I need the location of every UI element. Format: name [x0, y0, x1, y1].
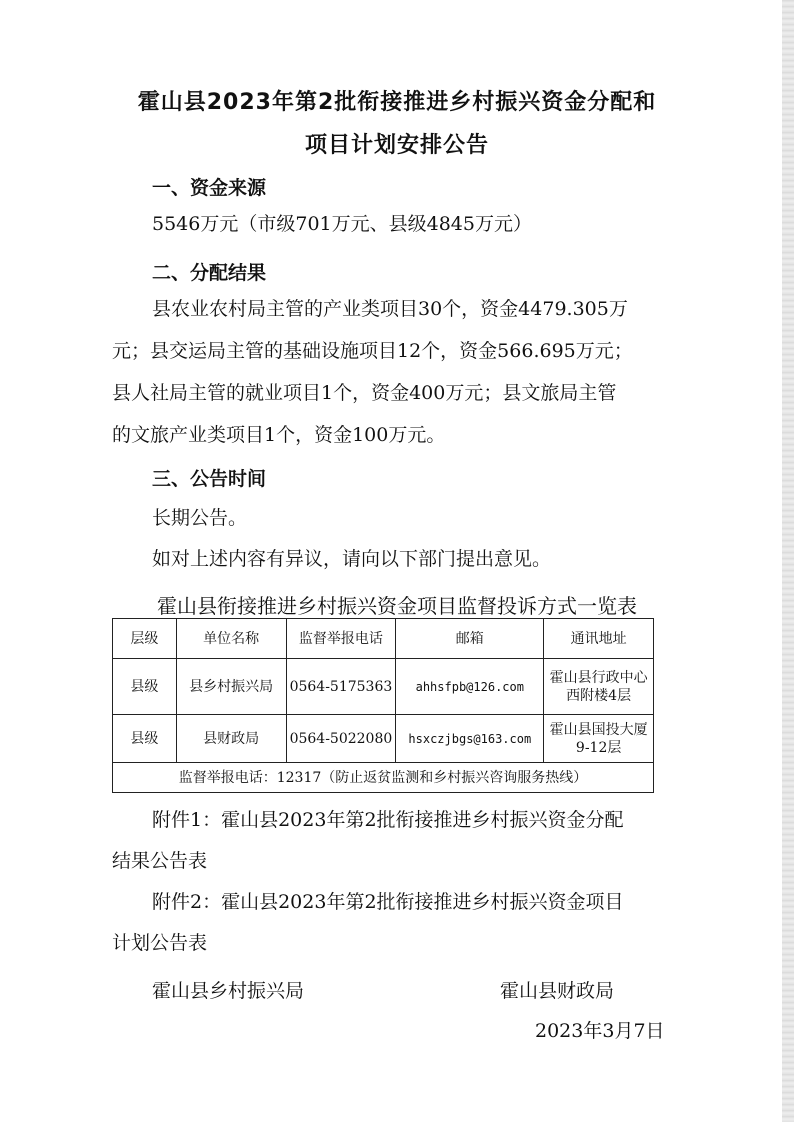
document-title-line1: 霍山县2023年第2批衔接推进乡村振兴资金分配和 [137, 90, 657, 115]
attachment-2-line2: 计划公告表 [112, 932, 208, 954]
row-email: hsxczjbgs@163.com [396, 715, 544, 763]
attachment-1-line1: 附件1：霍山县2023年第2批衔接推进乡村振兴资金分配 [152, 809, 624, 831]
header-phone: 监督举报电话 [286, 619, 396, 659]
table-row [113, 659, 654, 715]
attachment-1-line2: 结果公告表 [112, 850, 208, 872]
objection-instruction-text: 如对上述内容有异议，请向以下部门提出意见。 [152, 548, 552, 570]
row-email: ahhsfpb@126.com [396, 659, 544, 715]
section-heading-allocation: 二、分配结果 [152, 262, 267, 284]
header-level: 层级 [113, 619, 177, 659]
table-caption: 霍山县衔接推进乡村振兴资金项目监督投诉方式一览表 [157, 594, 637, 618]
hotline-text: 监督举报电话：12317（防止返贫监测和乡村振兴咨询服务热线） [113, 763, 654, 793]
row-address-line1: 霍山县国投大厦 [549, 721, 648, 738]
document-title-line2: 项目计划安排公告 [304, 133, 489, 158]
row-level: 县级 [113, 659, 177, 715]
header-email: 邮箱 [396, 619, 544, 659]
row-unit-name: 县财政局 [176, 715, 286, 763]
table-header-row [113, 619, 654, 659]
row-address-line2: 西附楼4层 [566, 687, 632, 704]
signature-finance-bureau: 霍山县财政局 [500, 980, 615, 1002]
row-address-line1: 霍山县行政中心 [549, 669, 648, 686]
row-unit-name: 县乡村振兴局 [176, 659, 286, 715]
signature-date: 2023年3月7日 [535, 1020, 665, 1042]
funding-source-text: 5546万元（市级701万元、县级4845万元） [152, 213, 532, 235]
allocation-line-2: 元；县交运局主管的基础设施项目12个，资金566.695万元； [112, 340, 633, 362]
table-row [113, 715, 654, 763]
row-phone: 0564-5175363 [286, 659, 396, 715]
table-footer-row [113, 763, 654, 793]
announcement-time-text: 长期公告。 [152, 507, 248, 529]
row-level: 县级 [113, 715, 177, 763]
row-address [544, 659, 654, 715]
attachment-2-line1: 附件2：霍山县2023年第2批衔接推进乡村振兴资金项目 [152, 891, 624, 913]
supervision-contact-table [112, 618, 654, 793]
section-heading-announcement-time: 三、公告时间 [152, 468, 267, 490]
signature-rural-revitalization-bureau: 霍山县乡村振兴局 [152, 980, 305, 1002]
row-address-line2: 9-12层 [575, 739, 622, 756]
header-address: 通讯地址 [544, 619, 654, 659]
row-phone: 0564-5022080 [286, 715, 396, 763]
allocation-line-3: 县人社局主管的就业项目1个，资金400万元；县文旅局主管 [112, 382, 617, 404]
allocation-line-1: 县农业农村局主管的产业类项目30个，资金4479.305万 [152, 298, 628, 320]
scan-edge-shadow [782, 0, 794, 1122]
allocation-line-4: 的文旅产业类项目1个，资金100万元。 [112, 424, 446, 446]
row-address [544, 715, 654, 763]
section-heading-funding-source: 一、资金来源 [152, 177, 267, 199]
header-unit-name: 单位名称 [176, 619, 286, 659]
